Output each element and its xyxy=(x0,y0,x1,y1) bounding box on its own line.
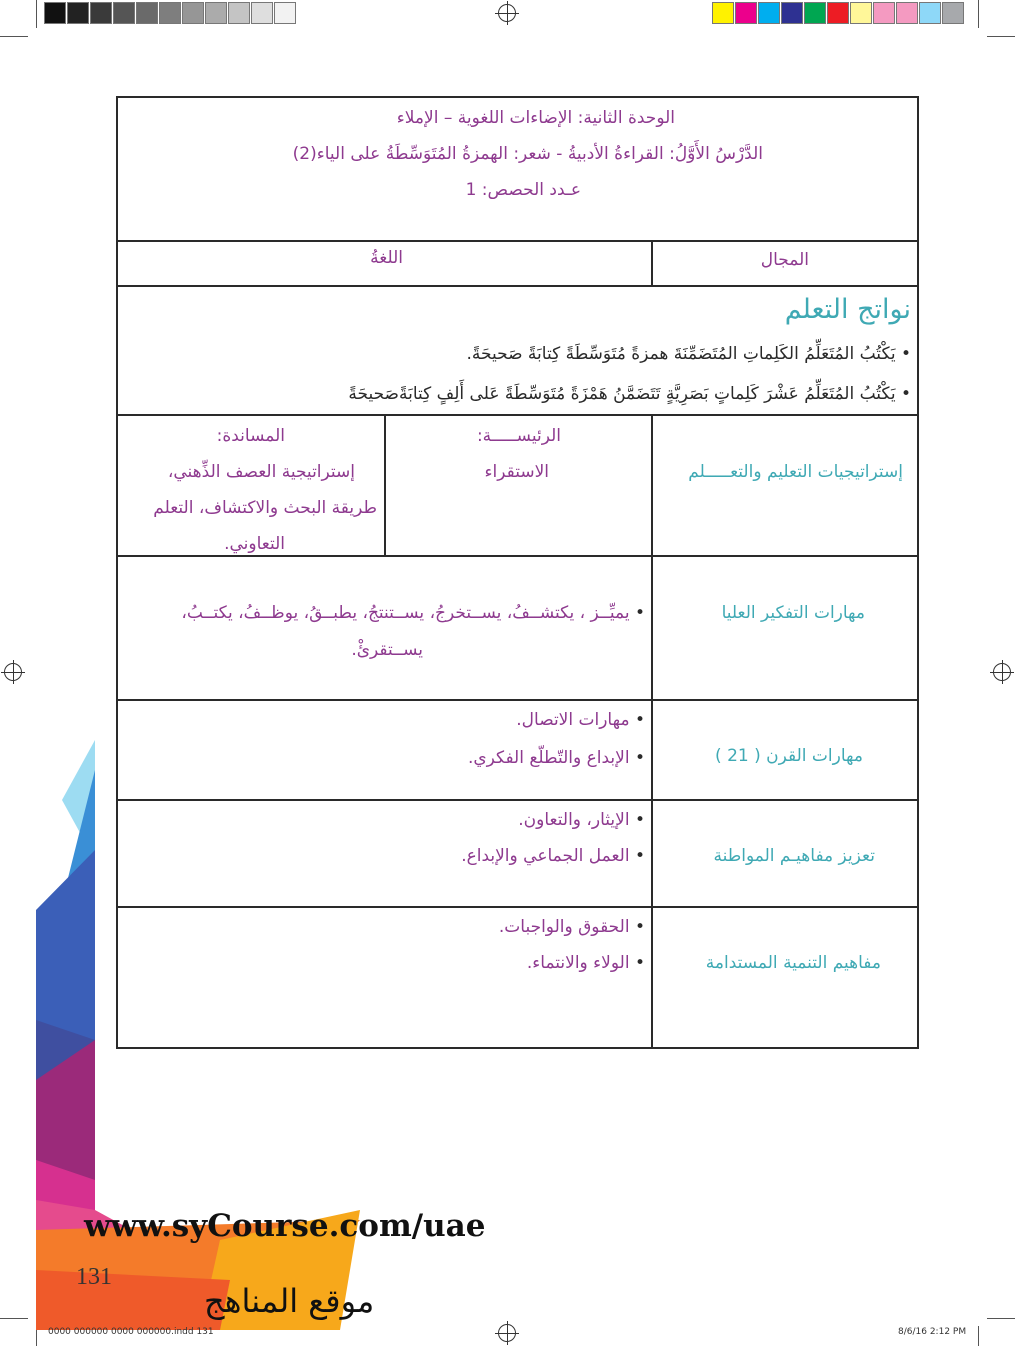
website-url: www.syCourse.com/uae xyxy=(84,1208,486,1244)
page-number: 131 xyxy=(76,1264,112,1290)
main-strategy-title: الرئيســـــة: xyxy=(476,426,561,446)
crop-mark xyxy=(987,1318,1015,1319)
main-strategy-value: الاستقراء xyxy=(484,462,549,482)
crop-mark xyxy=(0,36,28,37)
citizenship-item: • الإيثار، والتعاون. xyxy=(518,810,645,830)
crop-mark xyxy=(978,1326,979,1346)
registration-mark-icon xyxy=(498,1324,516,1342)
slug-timestamp: 8/6/16 2:12 PM xyxy=(898,1327,967,1337)
sustainability-item: • الحقوق والواجبات. xyxy=(499,917,645,937)
slug-file-info: 0000 000000 0000 000000.indd 131 xyxy=(48,1327,214,1337)
support-strategy-line: إستراتيجية العصف الذِّهني، xyxy=(167,462,355,482)
support-strategy-line: طريقة البحث والاكتشاف، التعلم xyxy=(153,498,377,518)
higher-thinking-line: يســتقرئْ. xyxy=(351,640,423,660)
citizenship-label: تعزيز مفاهيـم المواطنة xyxy=(713,846,875,866)
registration-mark-icon xyxy=(993,663,1011,681)
support-strategy-title: المساندة: xyxy=(216,426,285,446)
outcomes-title: نواتج التعلم xyxy=(784,294,911,325)
crop-mark xyxy=(978,0,979,28)
citizenship-item: • العمل الجماعي والإبداع. xyxy=(461,846,645,866)
support-strategy-line: التعاوني. xyxy=(224,534,285,554)
sustainability-item: • الولاء والانتماء. xyxy=(527,953,645,973)
registration-mark-icon xyxy=(498,4,516,22)
century-skill-item: • مهارات الاتصال. xyxy=(516,710,645,730)
arabic-site-name: موقع المناهج xyxy=(204,1282,375,1320)
outcome-item: • يَكْتُبُ المُتَعَلِّمُ عَشْرَ كَلِماتٍ بَصَرِيَّةٍ تَتَضَمَّنُ هَمْزَةً مُتَوَسِّطَةً عَلى أَلِفٍ كِتابَةًصَحيحَةً xyxy=(348,384,911,404)
lesson-plan-table xyxy=(116,96,919,1049)
century-skill-item: • الإبداع والتّطلّع الفكري. xyxy=(468,748,645,768)
crop-mark xyxy=(987,36,1015,37)
century-skills-label: مهارات القرن ( 21 ) xyxy=(715,746,863,766)
crop-mark xyxy=(36,0,37,28)
unit-title: الوحدة الثانية: الإضاءات اللغوية – الإملاء xyxy=(396,108,675,128)
registration-mark-icon xyxy=(4,663,22,681)
strategies-label: إستراتيجيات التعليم والتعـــــلم xyxy=(688,462,903,482)
lesson-title: الدَّرْسُ الأَوَّلُ: القراءةُ الأدبيةُ - شعر: الهمزةُ المُتَوَسِّطَةُ على الياء(2) xyxy=(292,144,763,164)
outcome-item: • يَكْتُبُ المُتَعَلِّمُ الكَلِماتِ المُتَضَمِّنَةَ همزةً مُتَوَسِّطَةً كِتابَةً صَحيحَةً. xyxy=(467,344,912,364)
sustainability-label: مفاهيم التنمية المستدامة xyxy=(705,953,881,973)
periods-count: عـدد الحصص: 1 xyxy=(465,180,581,200)
domain-label: المجال xyxy=(760,250,809,270)
domain-value: اللغةُ xyxy=(370,248,403,268)
higher-thinking-label: مهارات التفكير العليا xyxy=(721,603,865,623)
higher-thinking-line: • يميِّــز ، يكتشــفُ، يســتخرجُ، يســتنتجُ، يطبــقُ، يوظــفُ، يكتــبُ، xyxy=(181,603,645,623)
